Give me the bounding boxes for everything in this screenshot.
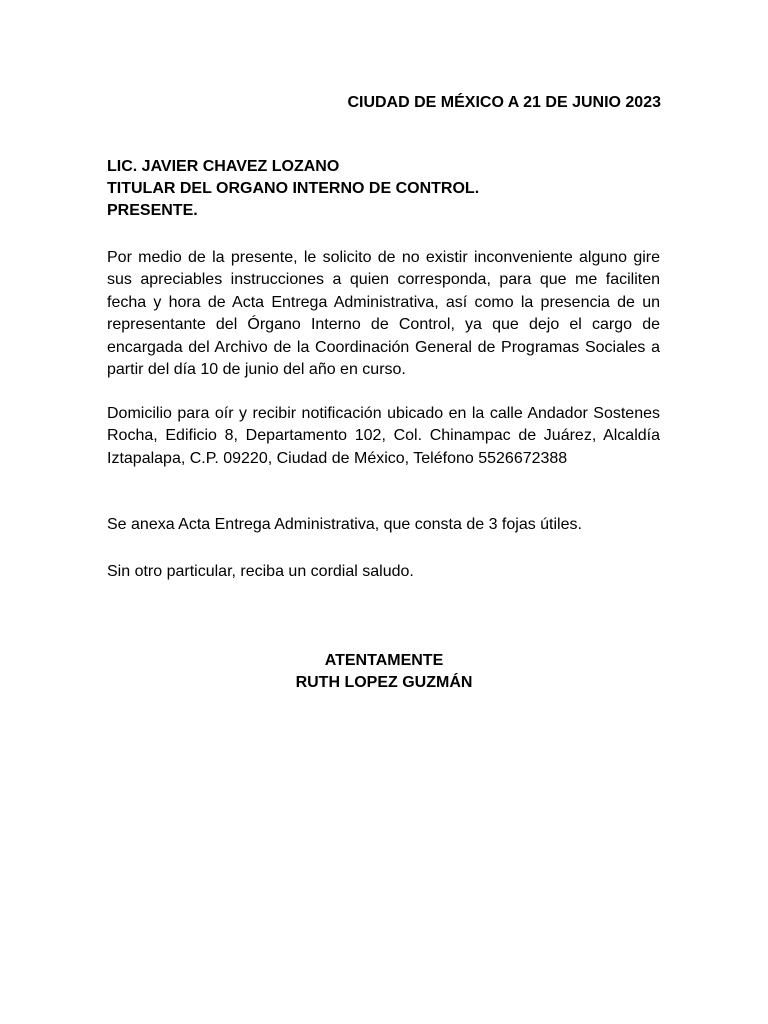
paragraph-request: Por medio de la presente, le solicito de no existir inconveniente alguno gire sus apreciables instrucciones a quien corresponda, para que me faciliten fecha y hora de Acta Entrega Administrativa, así como la presencia de un representante del Órgano Interno de Control, ya que dejo el cargo de encargada del Archivo de la Coordinación General de Programas Sociales a partir del día 10 de junio del año en curso. (107, 249, 660, 379)
signer-name: RUTH LOPEZ GUZMÁN (295, 674, 473, 691)
paragraph-farewell: Sin otro particular, reciba un cordial saludo. (107, 563, 414, 580)
paragraph-attachment: Se anexa Acta Entrega Administrativa, que consta de 3 fojas útiles. (107, 516, 582, 533)
recipient-title: TITULAR DEL ORGANO INTERNO DE CONTROL. (107, 180, 480, 197)
sign-off: ATENTAMENTE (324, 652, 444, 669)
date-line: CIUDAD DE MÉXICO A 21 DE JUNIO 2023 (347, 94, 661, 111)
closing-block (0, 650, 768, 694)
recipient-block (107, 156, 667, 222)
recipient-name: LIC. JAVIER CHAVEZ LOZANO (107, 158, 340, 175)
recipient-salutation: PRESENTE. (107, 202, 198, 219)
paragraph-address: Domicilio para oír y recibir notificación ubicado en la calle Andador Sostenes Rocha, Edificio 8, Departamento 102, Col. Chinampac de Juárez, Alcaldía Iztapalapa, C.P. 09220, Ciudad de México, Teléfono 5526672388 (107, 405, 660, 467)
